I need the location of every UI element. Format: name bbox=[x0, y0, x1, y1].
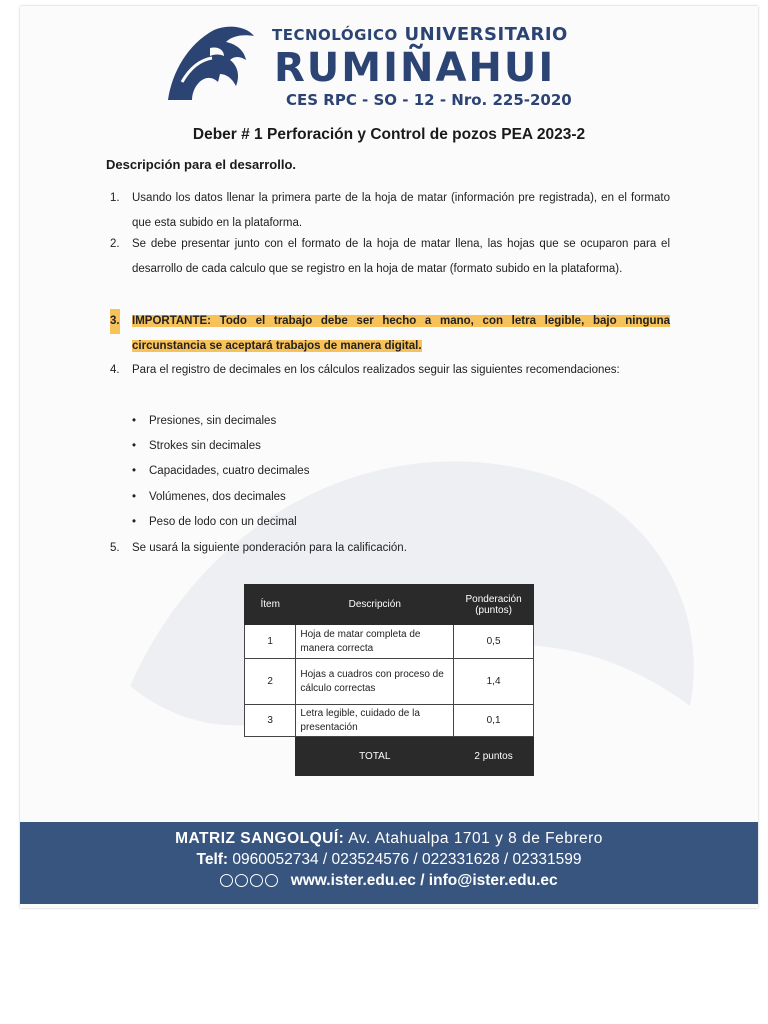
list-item-text: Se debe presentar junto con el formato de la hoja de matar llena, las hojas que se ocuparon para el desarrollo de cada calculo que se registro en la hoja de matar (formato subido en la plataforma). bbox=[132, 238, 670, 275]
bullet-icon: • bbox=[132, 491, 137, 503]
list-item-number: 5. bbox=[110, 542, 120, 554]
list-item-number: 2. bbox=[110, 238, 120, 250]
institution-type: UNIVERSITARIO bbox=[404, 24, 568, 45]
header-weight: Ponderación (puntos) bbox=[454, 585, 534, 625]
list-item-number: 4. bbox=[110, 364, 120, 376]
cell-description: Letra legible, cuidado de la presentación bbox=[296, 705, 454, 737]
total-value: 2 puntos bbox=[454, 737, 534, 776]
list-item-text: Se usará la siguiente ponderación para la calificación. bbox=[132, 542, 407, 554]
institution-name: RUMIÑAHUI bbox=[274, 45, 556, 91]
document-page bbox=[20, 6, 758, 908]
bullet-icon: • bbox=[132, 415, 137, 427]
bullet-text: Presiones, sin decimales bbox=[149, 415, 277, 427]
header-description: Descripción bbox=[296, 585, 454, 625]
document-title: Deber # 1 Perforación y Control de pozos PEA 2023-2 bbox=[192, 126, 586, 143]
table-row bbox=[245, 705, 534, 737]
list-item-text bbox=[132, 309, 670, 359]
twitter-icon bbox=[250, 874, 263, 887]
footer-phone-numbers: 0960052734 / 023524576 / 022331628 / 02331599 bbox=[232, 851, 582, 868]
bullet-text: Strokes sin decimales bbox=[149, 440, 261, 452]
bullet-icon: • bbox=[132, 440, 137, 452]
youtube-icon bbox=[265, 874, 278, 887]
cell-item: 3 bbox=[245, 705, 296, 737]
institution-subtitle bbox=[272, 24, 632, 45]
page-footer bbox=[20, 822, 758, 904]
cell-item: 2 bbox=[245, 659, 296, 705]
footer-address-label: MATRIZ SANGOLQUÍ: bbox=[175, 830, 345, 847]
cell-item: 1 bbox=[245, 625, 296, 659]
grading-table bbox=[244, 584, 534, 776]
facebook-icon bbox=[220, 874, 233, 887]
table-row bbox=[245, 659, 534, 705]
footer-web-links[interactable]: www.ister.edu.ec / info@ister.edu.ec bbox=[290, 872, 558, 890]
list-item-number: 3. bbox=[110, 309, 120, 334]
bullet-icon: • bbox=[132, 465, 137, 477]
table-total-row bbox=[245, 737, 534, 776]
cell-weight: 0,5 bbox=[454, 625, 534, 659]
footer-address-text: Av. Atahualpa 1701 y 8 de Febrero bbox=[348, 830, 603, 847]
bullet-text: Capacidades, cuatro decimales bbox=[149, 465, 310, 477]
section-heading: Descripción para el desarrollo. bbox=[106, 157, 297, 172]
table-header-row bbox=[245, 585, 534, 625]
total-label: TOTAL bbox=[296, 737, 454, 776]
bullet-icon: • bbox=[132, 516, 137, 528]
institution-registration: CES RPC - SO - 12 - Nro. 225-2020 bbox=[286, 91, 572, 109]
cell-weight: 0,1 bbox=[454, 705, 534, 737]
institution-logo-icon bbox=[162, 22, 258, 104]
institution-prefix: TECNOLÓGICO bbox=[272, 26, 398, 44]
footer-web bbox=[20, 872, 758, 890]
cell-blank bbox=[245, 737, 296, 776]
table-row bbox=[245, 625, 534, 659]
highlighted-text: IMPORTANTE: Todo el trabajo debe ser hecho a mano, con letra legible, bajo ninguna circunstancia se aceptará trabajos de manera digital. bbox=[132, 315, 670, 352]
footer-phone-label: Telf: bbox=[196, 851, 229, 868]
footer-phones bbox=[20, 851, 758, 869]
bullet-text: Volúmenes, dos decimales bbox=[149, 491, 286, 503]
cell-description: Hojas a cuadros con proceso de cálculo correctas bbox=[296, 659, 454, 705]
footer-address bbox=[20, 830, 758, 848]
list-item-text: Para el registro de decimales en los cálculos realizados seguir las siguientes recomendaciones: bbox=[132, 364, 620, 376]
list-item-number: 1. bbox=[110, 192, 120, 204]
instagram-icon bbox=[235, 874, 248, 887]
cell-description: Hoja de matar completa de manera correcta bbox=[296, 625, 454, 659]
list-item-text: Usando los datos llenar la primera parte de la hoja de matar (información pre registrada), en el formato que esta subido en la plataforma. bbox=[132, 192, 670, 229]
social-icons bbox=[220, 872, 280, 890]
header-item: Ítem bbox=[245, 585, 296, 625]
cell-weight: 1,4 bbox=[454, 659, 534, 705]
bullet-text: Peso de lodo con un decimal bbox=[149, 516, 297, 528]
